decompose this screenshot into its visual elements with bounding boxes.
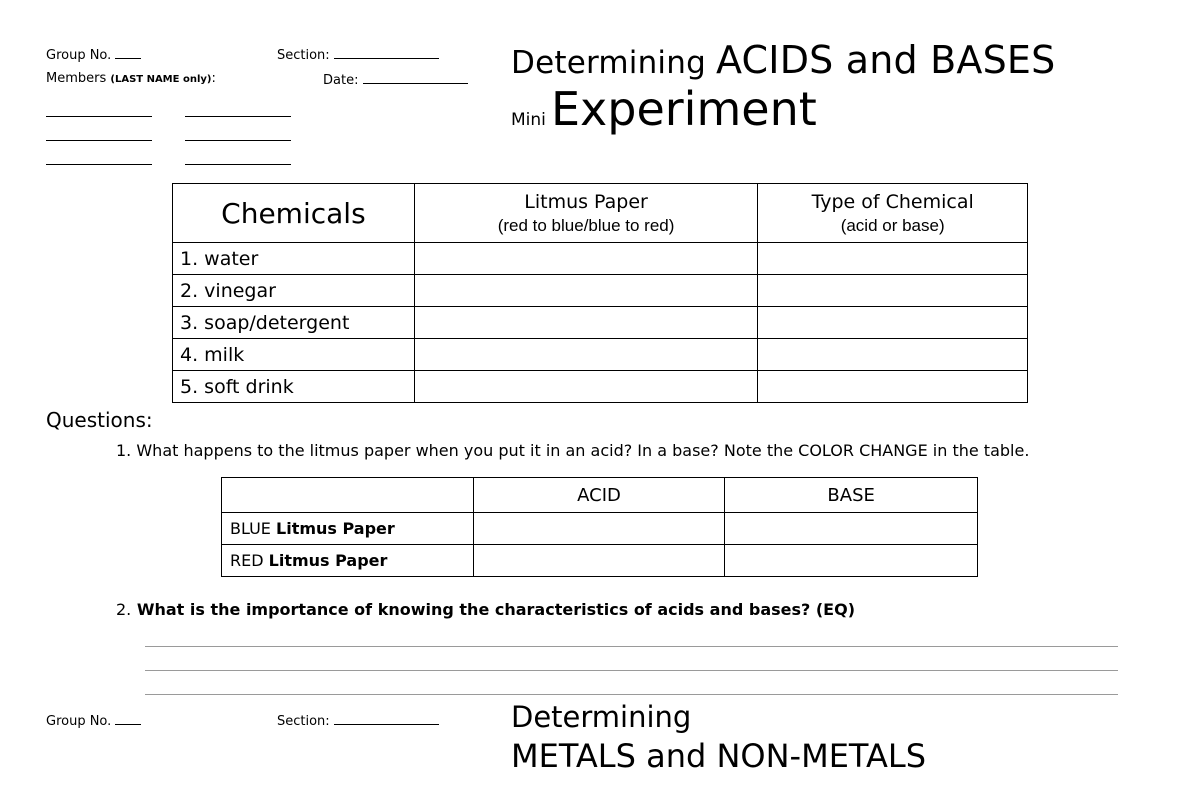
- table-row: [173, 275, 1028, 307]
- litmus-paper-label: Litmus Paper: [268, 551, 388, 570]
- red-label: RED: [230, 551, 264, 570]
- footer-section-field[interactable]: [277, 712, 439, 729]
- type-header-cell: [758, 184, 1028, 243]
- members-label: Members: [46, 71, 107, 86]
- litmus-table: [221, 477, 978, 577]
- blue-litmus-label: [222, 513, 474, 545]
- title-prefix: Determining: [511, 45, 706, 81]
- chemicals-header: Chemicals: [221, 196, 366, 230]
- base-header: BASE: [725, 478, 978, 513]
- litmus-header: Litmus Paper: [524, 190, 648, 213]
- footer-group-no-label: Group No.: [46, 714, 112, 729]
- red-base-cell[interactable]: [725, 545, 978, 577]
- litmus-header-cell: [414, 184, 757, 243]
- litmus-cell[interactable]: [414, 339, 757, 371]
- type-subheader: (acid or base): [840, 215, 945, 235]
- answer-line-1[interactable]: [145, 646, 1118, 647]
- litmus-cell[interactable]: [414, 371, 757, 403]
- question-2-text: What is the importance of knowing the characteristics of acids and bases? (EQ): [136, 600, 856, 619]
- table-row: [173, 307, 1028, 339]
- worksheet-title: [511, 38, 1055, 82]
- litmus-cell[interactable]: [414, 243, 757, 275]
- footer-section-label: Section:: [277, 714, 330, 729]
- section-label: Section:: [277, 48, 330, 63]
- litmus-paper-label: Litmus Paper: [276, 519, 395, 538]
- table-row: [173, 339, 1028, 371]
- chemical-name: 1. water: [173, 243, 415, 275]
- answer-line-3[interactable]: [145, 694, 1118, 695]
- table-row: [222, 545, 978, 577]
- litmus-cell[interactable]: [414, 307, 757, 339]
- members-note: (LAST NAME only): [110, 74, 212, 85]
- type-cell[interactable]: [758, 307, 1028, 339]
- type-cell[interactable]: [758, 371, 1028, 403]
- table-row: [222, 513, 978, 545]
- type-cell[interactable]: [758, 275, 1028, 307]
- title-main: ACIDS and BASES: [716, 38, 1056, 82]
- chemicals-table-header: [173, 184, 1028, 243]
- blue-label: BLUE: [230, 519, 271, 538]
- chemical-name: 3. soap/detergent: [173, 307, 415, 339]
- type-cell[interactable]: [758, 339, 1028, 371]
- blue-acid-cell[interactable]: [473, 513, 725, 545]
- question-2-number: 2.: [116, 600, 132, 619]
- litmus-table-header: [222, 478, 978, 513]
- type-cell[interactable]: [758, 243, 1028, 275]
- blue-base-cell[interactable]: [725, 513, 978, 545]
- chemicals-table: [172, 183, 1028, 403]
- member-blank-6[interactable]: [185, 164, 291, 165]
- table-row: [173, 243, 1028, 275]
- acid-header: ACID: [473, 478, 725, 513]
- chemical-name: 5. soft drink: [173, 371, 415, 403]
- subtitle-mini: Mini: [511, 110, 546, 130]
- group-no-label: Group No.: [46, 48, 112, 63]
- subtitle: [511, 82, 817, 136]
- question-2: [116, 600, 855, 619]
- section-blank[interactable]: [334, 46, 439, 59]
- section-field[interactable]: [277, 46, 439, 63]
- footer-group-no-blank[interactable]: [115, 712, 141, 725]
- red-acid-cell[interactable]: [473, 545, 725, 577]
- questions-heading: Questions:: [46, 408, 153, 432]
- footer-group-no-field[interactable]: [46, 712, 141, 729]
- member-blank-4[interactable]: [185, 140, 291, 141]
- member-blank-2[interactable]: [185, 116, 291, 117]
- chemical-name: 2. vinegar: [173, 275, 415, 307]
- litmus-cell[interactable]: [414, 275, 757, 307]
- group-no-field[interactable]: [46, 46, 141, 63]
- red-litmus-label: [222, 545, 474, 577]
- footer-title-line1: Determining: [511, 700, 692, 734]
- member-blank-3[interactable]: [46, 140, 152, 141]
- answer-line-2[interactable]: [145, 670, 1118, 671]
- empty-header-cell: [222, 478, 474, 513]
- footer-title-line2: METALS and NON-METALS: [511, 737, 926, 775]
- members-colon: :: [211, 71, 216, 86]
- subtitle-experiment: Experiment: [550, 82, 817, 136]
- chemical-name: 4. milk: [173, 339, 415, 371]
- member-blank-5[interactable]: [46, 164, 152, 165]
- member-blank-1[interactable]: [46, 116, 152, 117]
- footer-section-blank[interactable]: [334, 712, 439, 725]
- chemicals-header-cell: [173, 184, 415, 243]
- question-1: 1. What happens to the litmus paper when you put it in an acid? In a base? Note the COLOR CHANGE in the table.: [116, 441, 1030, 460]
- date-blank[interactable]: [363, 71, 468, 84]
- type-header: Type of Chemical: [811, 190, 974, 213]
- group-no-blank[interactable]: [115, 46, 141, 59]
- table-row: [173, 371, 1028, 403]
- members-label-group: [46, 71, 216, 86]
- date-label: Date:: [323, 73, 359, 88]
- litmus-subheader: (red to blue/blue to red): [497, 215, 675, 235]
- date-field[interactable]: [323, 71, 468, 88]
